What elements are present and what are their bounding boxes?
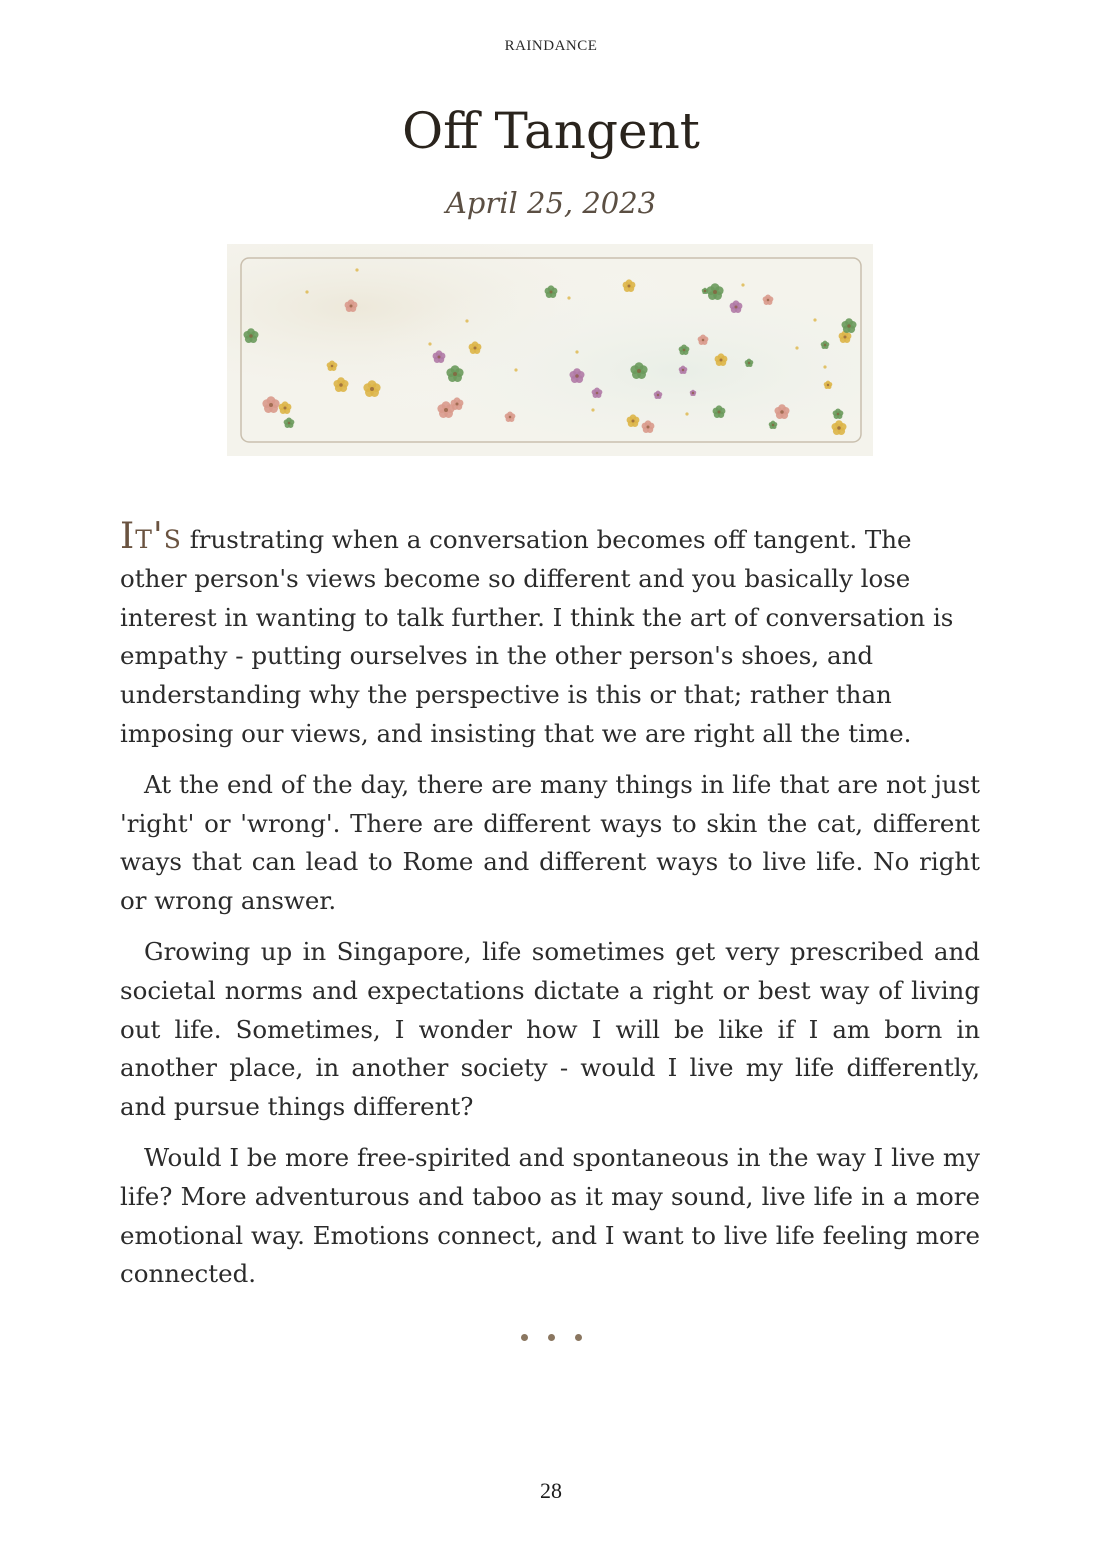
speck-icon [823, 365, 826, 368]
paragraph-2: At the end of the day, there are many things in life that are not just 'right' or 'wrong'. There are different ways to skin the cat, different ways that can lead to Rome and different ways to live life. No right or wrong answer. [120, 769, 980, 916]
paragraph-1-text: frustrating when a conversation becomes off tangent. The other person's views become so different and you basically lose interest in wanting to talk further. I think the art of conversation is empathy - putting ourselves in the other person's shoes, and understanding why the perspective is this or that; rather than imposing our views, and insisting that we are right all the time. [120, 525, 954, 748]
running-head: RAINDANCE [504, 38, 598, 54]
article-title: Off Tangent [402, 102, 700, 160]
dropcap: It's [120, 516, 182, 557]
divider-dot [575, 1334, 582, 1341]
paragraph-1 [120, 518, 980, 754]
speck-icon [305, 290, 308, 293]
speck-icon [685, 412, 688, 415]
speck-icon [514, 368, 517, 371]
speck-icon [741, 283, 744, 286]
floral-banner-icon [227, 244, 873, 456]
divider-dot [521, 1334, 528, 1341]
speck-icon [465, 319, 468, 322]
ellipsis-divider-icon [0, 1326, 1102, 1345]
speck-icon [428, 342, 431, 345]
paragraph-4: Would I be more free-spirited and spontaneous in the way I live my life? More adventurous and taboo as it may sound, live life in a more emotional way. Emotions connect, and I want to live life feeling more connected. [120, 1142, 980, 1289]
divider-dot [548, 1334, 555, 1341]
speck-icon [591, 408, 594, 411]
article-body [120, 518, 980, 1306]
speck-icon [575, 350, 578, 353]
speck-icon [567, 296, 570, 299]
page-number: 28 [540, 1478, 562, 1503]
speck-icon [355, 268, 358, 271]
speck-icon [795, 346, 798, 349]
article-date: April 25, 2023 [445, 186, 657, 220]
speck-icon [813, 318, 816, 321]
paragraph-3: Growing up in Singapore, life sometimes get very prescribed and societal norms and expectations dictate a right or best way of living out life. Sometimes, I wonder how I will be like if I am born in another place, in another society - would I live my life differently, and pursue things different? [120, 936, 980, 1122]
